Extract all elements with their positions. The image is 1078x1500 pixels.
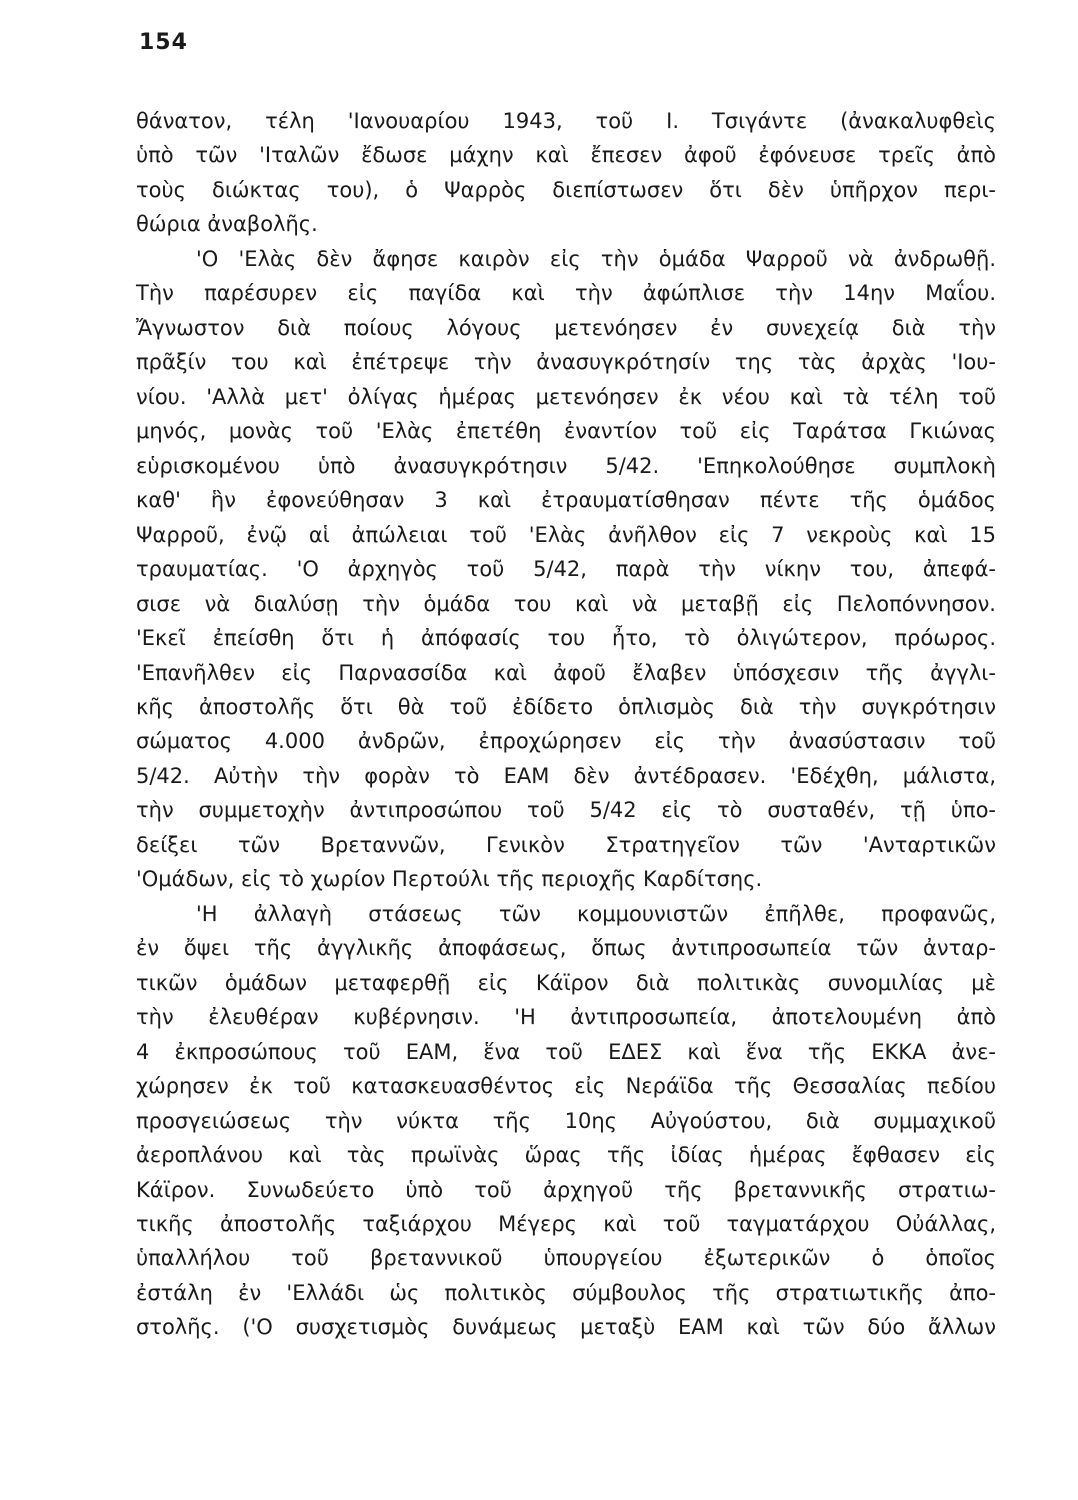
text-line: τὴν ἐλευθέραν κυβέρνησιν. 'Η ἀντιπροσωπεία, ἀποτελουμένη ἀπὸ [136, 1005, 996, 1030]
text-line: 'Ομάδων, εἰς τὸ χωρίον Περτούλι τῆς περιοχῆς Καρδίτσης. [136, 867, 763, 892]
text-line: Ἄγνωστον διὰ ποίους λόγους μετενόησεν ἐν συνεχείᾳ διὰ τὴν [136, 315, 996, 340]
text-line: εὑρισκομένου ὑπὸ ἀνασυγκρότησιν 5/42. 'Επηκολούθησε συμπλοκὴ [136, 453, 996, 478]
text-line: θώρια ἀναβολῆς. [136, 212, 318, 237]
text-line: τοὺς διώκτας του), ὁ Ψαρρὸς διεπίστωσεν ὅτι δὲν ὑπῆρχον περι- [136, 177, 996, 202]
text-line: τικῶν ὁμάδων μεταφερθῇ εἰς Κάϊρον διὰ πολιτικὰς συνομιλίας μὲ [136, 970, 996, 995]
text-line: 5/42. Αὐτὴν τὴν φορὰν τὸ ΕΑΜ δὲν ἀντέδρασεν. 'Εδέχθη, μάλιστα, [136, 763, 996, 788]
body-text [136, 104, 996, 1345]
text-line: 'Εκεῖ ἐπείσθη ὅτι ἡ ἀπόφασίς του ἦτο, τὸ ὀλιγώτερον, πρόωρος. [136, 626, 996, 651]
text-line: 4 ἐκπροσώπους τοῦ ΕΑΜ, ἕνα τοῦ ΕΔΕΣ καὶ ἕνα τῆς ΕΚΚΑ ἀνε- [136, 1039, 996, 1064]
text-line: στολῆς. ('Ο συσχετισμὸς δυνάμεως μεταξὺ ΕΑΜ καὶ τῶν δύο ἄλλων [136, 1315, 996, 1340]
text-line: προσγειώσεως τὴν νύκτα τῆς 10ης Αὐγούστου, διὰ συμμαχικοῦ [136, 1108, 996, 1133]
text-line: ἐν ὄψει τῆς ἀγγλικῆς ἀποφάσεως, ὅπως ἀντιπροσωπεία τῶν ἀνταρ- [136, 936, 996, 961]
text-line: Ψαρροῦ, ἐνῷ αἱ ἀπώλειαι τοῦ 'Ελὰς ἀνῆλθον εἰς 7 νεκροὺς καὶ 15 [136, 522, 996, 547]
text-line: χώρησεν ἐκ τοῦ κατασκευασθέντος εἰς Νεράϊδα τῆς Θεσσαλίας πεδίου [136, 1074, 996, 1099]
text-line: σώματος 4.000 ἀνδρῶν, ἐπροχώρησεν εἰς τὴν ἀνασύστασιν τοῦ [136, 729, 996, 754]
text-line: 'Η ἀλλαγὴ στάσεως τῶν κομμουνιστῶν ἐπῆλθε, προφανῶς, [196, 901, 996, 926]
text-line: κῆς ἀποστολῆς ὅτι θὰ τοῦ ἐδίδετο ὁπλισμὸς διὰ τὴν συγκρότησιν [136, 694, 996, 719]
text-line: νίου. 'Αλλὰ μετ' ὀλίγας ἡμέρας μετενόησεν ἐκ νέου καὶ τὰ τέλη τοῦ [136, 384, 996, 409]
text-line: δείξει τῶν Βρεταννῶν, Γενικὸν Στρατηγεῖον τῶν 'Ανταρτικῶν [136, 832, 996, 857]
text-line: θάνατον, τέλη 'Ιανουαρίου 1943, τοῦ Ι. Τσιγάντε (ἀνακαλυφθεὶς [136, 109, 996, 133]
text-line: Τὴν παρέσυρεν εἰς παγίδα καὶ τὴν ἀφώπλισε τὴν 14ην Μαΐου. [136, 281, 996, 306]
text-line: πρᾶξίν του καὶ ἐπέτρεψε τὴν ἀνασυγκρότησίν της τὰς ἀρχὰς 'Ιου- [136, 350, 996, 375]
text-line: τραυματίας. 'Ο ἀρχηγὸς τοῦ 5/42, παρὰ τὴν νίκην του, ἀπεφά- [136, 557, 996, 582]
text-line: ὑπαλλήλου τοῦ βρεταννικοῦ ὑπουργείου ἐξωτερικῶν ὁ ὁποῖος [136, 1246, 996, 1271]
text-line: 'Επανῆλθεν εἰς Παρνασσίδα καὶ ἀφοῦ ἔλαβεν ὑπόσχεσιν τῆς ἀγγλι- [136, 660, 996, 685]
text-line: Κάϊρον. Συνωδεύετο ὑπὸ τοῦ ἀρχηγοῦ τῆς βρεταννικῆς στρατιω- [136, 1177, 996, 1202]
page-number: 154 [139, 30, 188, 55]
text-line: σισε νὰ διαλύσῃ τὴν ὁμάδα του καὶ νὰ μεταβῇ εἰς Πελοπόννησον. [136, 591, 996, 616]
text-line: ἐστάλη ἐν 'Ελλάδι ὡς πολιτικὸς σύμβουλος τῆς στρατιωτικῆς ἀπο- [136, 1280, 996, 1305]
text-line: μηνός, μονὰς τοῦ 'Ελὰς ἐπετέθη ἐναντίον τοῦ εἰς Ταράτσα Γκιώνας [136, 419, 996, 444]
text-line: τὴν συμμετοχὴν ἀντιπροσώπου τοῦ 5/42 εἰς τὸ συσταθέν, τῇ ὑπο- [136, 798, 996, 823]
text-line: καθ' ἣν ἐφονεύθησαν 3 καὶ ἐτραυματίσθησαν πέντε τῆς ὁμάδος [136, 488, 996, 513]
text-line: ἀεροπλάνου καὶ τὰς πρωϊνὰς ὥρας τῆς ἰδίας ἡμέρας ἔφθασεν εἰς [136, 1143, 996, 1168]
text-line: ὑπὸ τῶν 'Ιταλῶν ἔδωσε μάχην καὶ ἔπεσεν ἀφοῦ ἐφόνευσε τρεῖς ἀπὸ [136, 143, 996, 168]
text-line: 'Ο 'Ελὰς δὲν ἄφησε καιρὸν εἰς τὴν ὁμάδα Ψαρροῦ νὰ ἀνδρωθῇ. [196, 246, 996, 271]
text-line: τικῆς ἀποστολῆς ταξιάρχου Μέγερς καὶ τοῦ ταγματάρχου Οὐάλλας, [136, 1212, 996, 1236]
